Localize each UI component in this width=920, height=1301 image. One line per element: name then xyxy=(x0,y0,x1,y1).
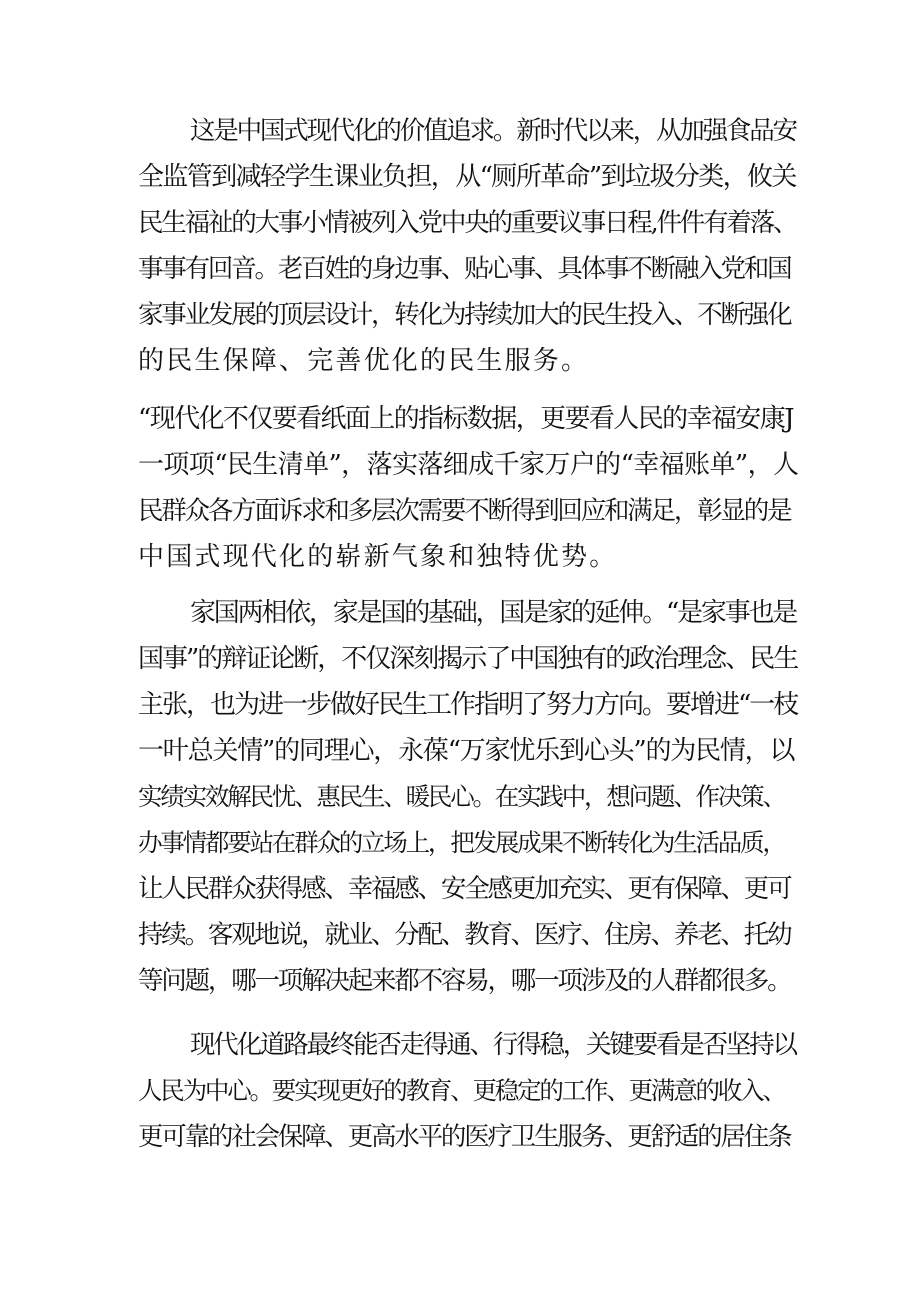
p3-line-9: 等问题，哪一项解决起来都不容易，哪一项涉及的人群都很多。 xyxy=(138,966,791,996)
p3-line-2: 国事”的辩证论断，不仅深刻揭示了中国独有的政治理念、民生 xyxy=(138,644,798,674)
p2-line-4: 中国式现代化的崭新气象和独特优势。 xyxy=(138,542,618,572)
p3-line-7: 让人民群众获得感、幸福感、安全感更加充实、更有保障、更可 xyxy=(138,874,791,904)
p4-line-1: 现代化道路最终能否走得通、行得稳，关键要看是否坚持以 xyxy=(190,1030,796,1060)
p1-line-6: 的民生保障、完善优化的民生服务。 xyxy=(138,346,590,376)
p1-line-1: 这是中国式现代化的价值追求。新时代以来，从加强食品安 xyxy=(190,116,796,146)
p3-line-1: 家国两相依，家是国的基础，国是家的延伸。“是家事也是 xyxy=(190,598,797,628)
p2-line-3: 民群众各方面诉求和多层次需要不断得到回应和满足，彰显的是 xyxy=(138,496,791,526)
p1-line-4: 事事有回音。老百姓的身边事、贴心事、具体事不断融入党和国 xyxy=(138,254,791,284)
p1-line-5: 家事业发展的顶层设计，转化为持续加大的民生投入、不断强化 xyxy=(138,300,791,330)
p2-line-2: 一项项“民生清单”，落实落细成千家万户的“幸福账单”，人 xyxy=(138,450,799,480)
p3-line-4: 一叶总关情”的同理心，永葆“万家忧乐到心头”的为民情，以 xyxy=(138,736,795,766)
p3-line-3: 主张，也为进一步做好民生工作指明了努力方向。要增进“一枝 xyxy=(138,690,798,720)
p1-line-2: 全监管到减轻学生课业负担，从“厕所革命”到垃圾分类，攸关 xyxy=(138,162,796,192)
p2-line-1: “现代化不仅要看纸面上的指标数据，更要看人民的幸福安康J xyxy=(138,404,793,434)
p3-line-5: 实绩实效解民忧、惠民生、暖民心。在实践中，想问题、作决策、 xyxy=(138,782,785,811)
p3-line-8: 持续。客观地说，就业、分配、教育、医疗、住房、养老、托幼 xyxy=(138,920,791,950)
p3-line-6: 办事情都要站在群众的立场上，把发展成果不断转化为生活品质， xyxy=(138,828,785,857)
p4-line-3: 更可靠的社会保障、更高水平的医疗卫生服务、更舒适的居住条 xyxy=(138,1122,791,1152)
p4-line-2: 人民为中心。要实现更好的教育、更稳定的工作、更满意的收入、 xyxy=(138,1076,785,1105)
p1-line-3: 民生福祉的大事小情被列入党中央的重要议事日程,件件有着落、 xyxy=(138,208,797,238)
